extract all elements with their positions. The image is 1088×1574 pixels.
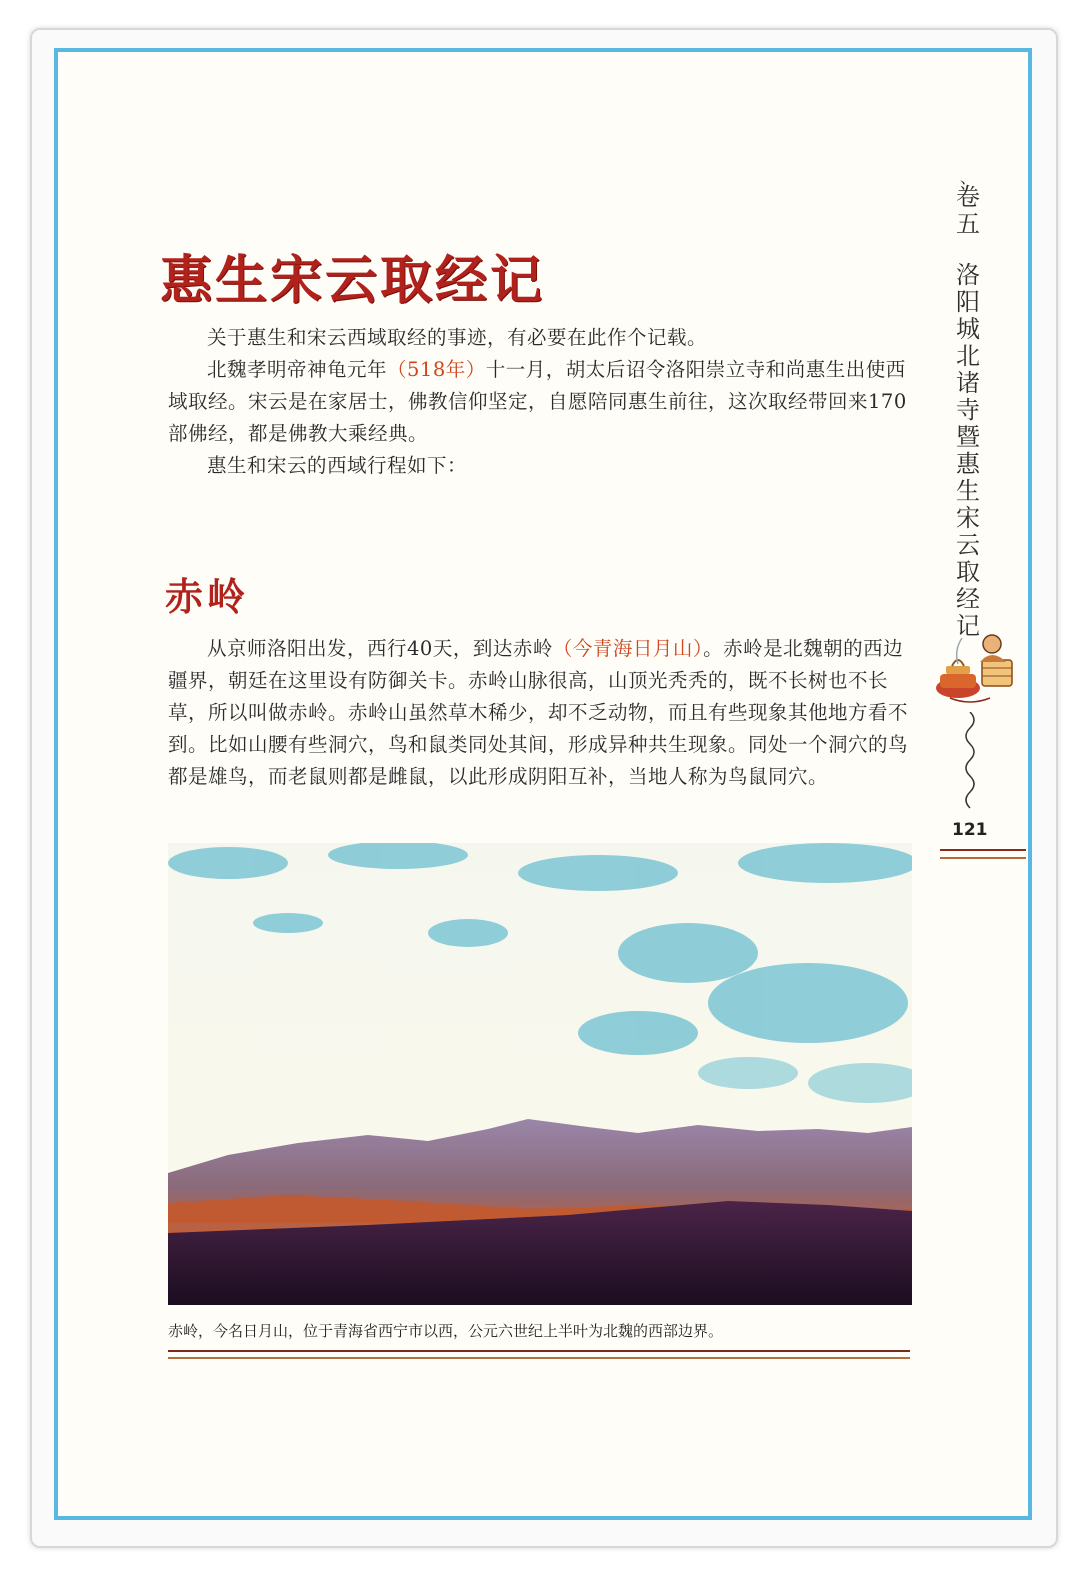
page-number: 121 [952, 820, 988, 840]
chapter-char: 经 [956, 585, 980, 613]
intro-text [168, 322, 910, 482]
intro-paragraph-1: 关于惠生和宋云西域取经的事迹，有必要在此作个记载。 [207, 326, 708, 349]
monk-ornament-icon [930, 618, 1020, 708]
intro-paragraph-2-end: 十一月，胡太后诏令洛阳崇立寺和尚惠生出使西域取经。宋云是在家居士，佛教信仰坚定，自愿陪同惠生前往，这次取经带回来170部佛经，都是佛教大乘经典。 [168, 358, 907, 445]
section-text [168, 633, 910, 793]
page-title: 惠生宋云取经记 [160, 250, 546, 311]
wave-divider-icon [955, 712, 985, 812]
intro-paragraph-2 [168, 354, 910, 450]
chiling-mountain-photo [168, 843, 912, 1305]
volume-char: 五 [956, 210, 980, 238]
chapter-char: 宋 [956, 504, 980, 532]
section-paragraph [168, 633, 910, 793]
chapter-char: 北 [956, 342, 980, 370]
chapter-char: 城 [956, 315, 980, 343]
running-title-vertical [950, 168, 986, 640]
running-title-mark: 、 [959, 168, 976, 187]
chapter-char: 生 [956, 477, 980, 505]
section-paragraph-end: 。赤岭是北魏朝的西边疆界，朝廷在这里设有防御关卡。赤岭山脉很高，山顶光秃秃的，既不长树也不长草，所以叫做赤岭。赤岭山虽然草木稀少，却不乏动物，而且有些现象其他地方看不到。比如山腰有些洞穴，鸟和鼠类同处其间，形成异种共生现象。同处一个洞穴的鸟都是雄鸟，而老鼠则都是雌鼠，以此形成阴阳互补，当地人称为鸟鼠同穴。 [168, 637, 909, 788]
chapter-char: 惠 [956, 450, 980, 478]
chapter-char: 记 [956, 612, 980, 640]
photo-caption: 赤岭，今名日月山，位于青海省西宁市以西，公元六世纪上半叶为北魏的西部边界。 [168, 1322, 724, 1340]
chapter-char: 寺 [956, 396, 980, 424]
chapter-char: 诸 [956, 369, 980, 397]
chapter-char: 暨 [956, 423, 980, 451]
section-paragraph-start: 从京师洛阳出发，西行40天，到达赤岭 [207, 637, 553, 660]
chapter-char: 取 [956, 558, 980, 586]
caption-rule [168, 1350, 910, 1359]
page-number-rule [940, 849, 1026, 859]
chapter-char: 洛 [956, 261, 980, 289]
intro-paragraph-2-start: 北魏孝明帝神龟元年 [207, 358, 388, 381]
volume-char: 卷 [956, 183, 980, 211]
place-note: （今青海日月山） [552, 637, 704, 660]
intro-paragraph-3: 惠生和宋云的西域行程如下： [207, 454, 468, 477]
chapter-char: 云 [956, 531, 980, 559]
section-title: 赤岭 [165, 574, 250, 619]
chapter-char: 阳 [956, 288, 980, 316]
year-note: （518年） [387, 358, 486, 381]
